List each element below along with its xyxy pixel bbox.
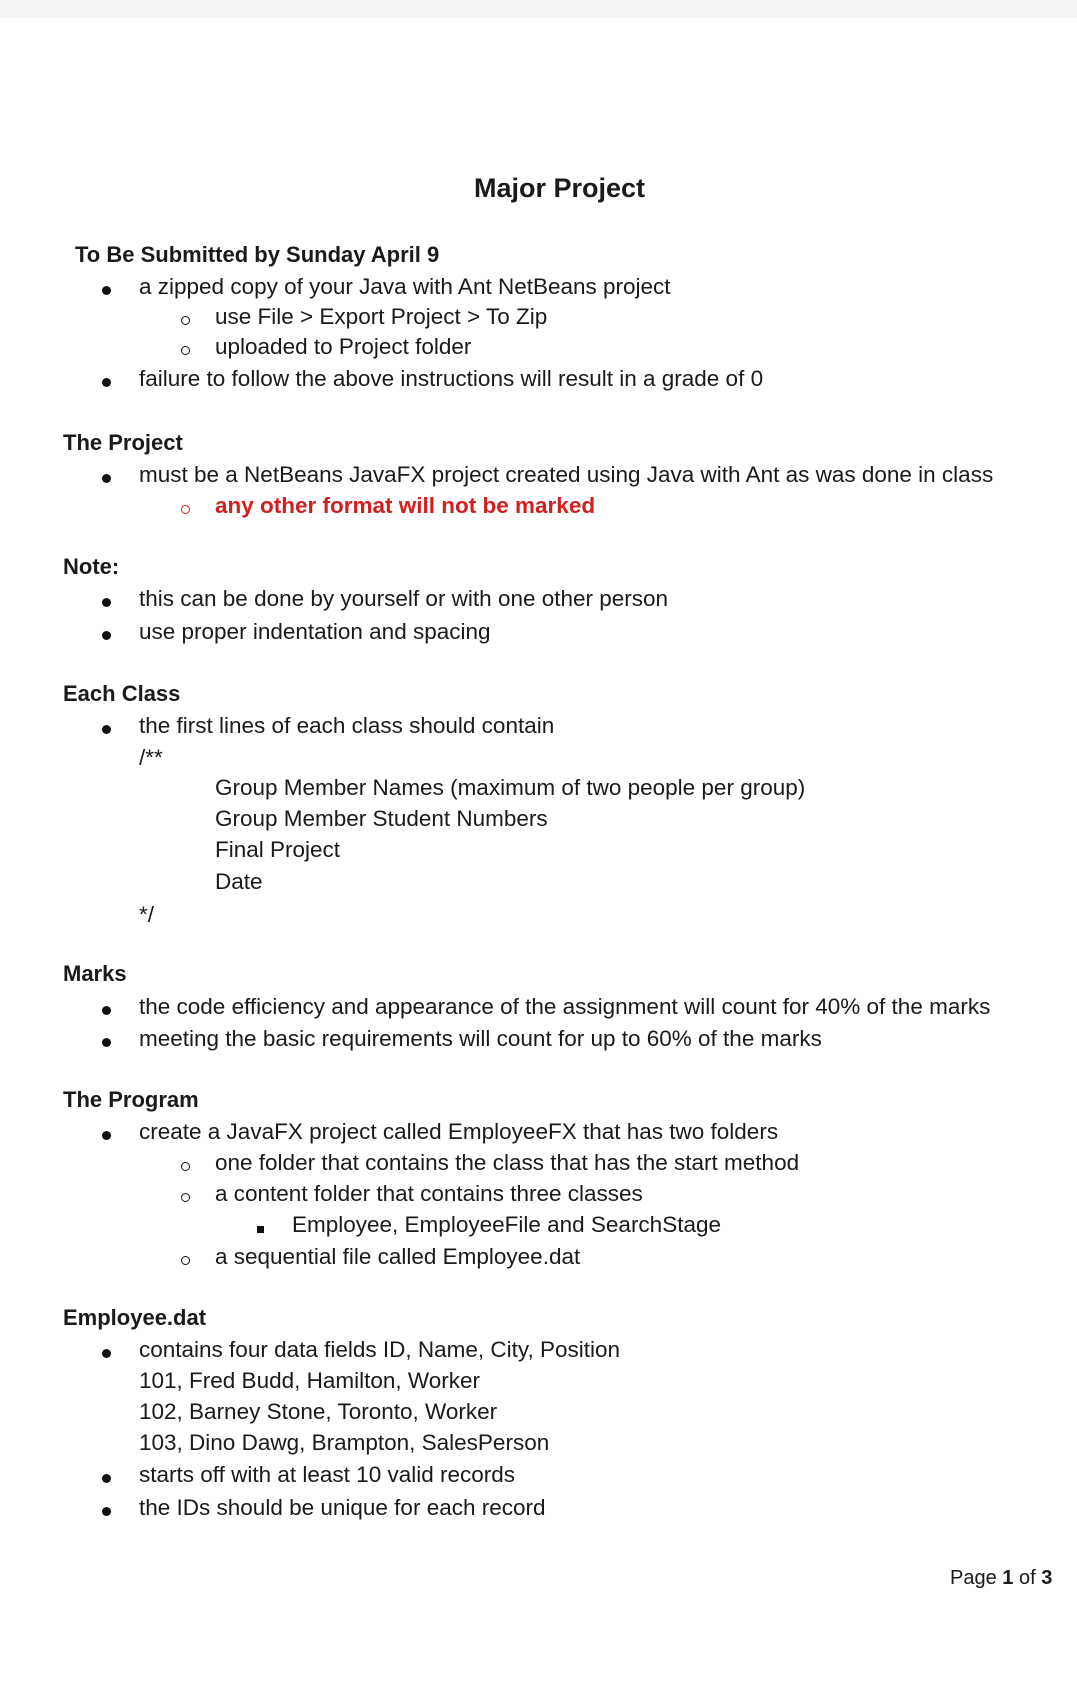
bullet-icon	[102, 1006, 111, 1015]
list-item: use proper indentation and spacing	[139, 619, 491, 644]
comment-line: Group Member Names (maximum of two people per group)	[215, 775, 806, 800]
list-item: meeting the basic requirements will count for up to 60% of the marks	[139, 1026, 822, 1051]
heading-submission: To Be Submitted by Sunday April 9	[75, 242, 440, 267]
bullet-icon	[102, 1131, 111, 1140]
list-item: failure to follow the above instructions will result in a grade of 0	[139, 366, 764, 391]
of-word: of	[1018, 1567, 1036, 1589]
warning-text: any other format will not be marked	[215, 493, 596, 518]
circle-bullet-icon	[181, 1162, 190, 1171]
heading-the-program: The Program	[63, 1087, 199, 1112]
heading-marks: Marks	[63, 961, 127, 986]
list-item: a content folder that contains three classes	[215, 1181, 643, 1206]
bullet-icon	[102, 1474, 111, 1483]
comment-open: /**	[139, 745, 163, 770]
total-pages: 3	[1041, 1567, 1053, 1589]
circle-bullet-icon	[181, 346, 190, 355]
bullet-icon	[102, 1349, 111, 1358]
list-item: a zipped copy of your Java with Ant NetBeans project	[139, 274, 671, 299]
bullet-icon	[102, 378, 111, 387]
page-title: Major Project	[474, 173, 646, 203]
comment-close: */	[139, 902, 155, 927]
page-word: Page	[950, 1567, 997, 1589]
list-item: create a JavaFX project called EmployeeFX that has two folders	[139, 1119, 779, 1144]
circle-bullet-icon	[181, 316, 190, 325]
record-line: 101, Fred Budd, Hamilton, Worker	[139, 1368, 480, 1393]
circle-bullet-icon	[181, 1193, 190, 1202]
list-item: use File > Export Project > To Zip	[215, 304, 548, 329]
list-item: must be a NetBeans JavaFX project created using Java with Ant as was done in class	[139, 462, 994, 487]
record-line: 103, Dino Dawg, Brampton, SalesPerson	[139, 1430, 550, 1455]
comment-line: Group Member Student Numbers	[215, 806, 548, 831]
list-item: uploaded to Project folder	[215, 334, 472, 359]
square-bullet-icon	[257, 1226, 264, 1233]
record-line: 102, Barney Stone, Toronto, Worker	[139, 1399, 498, 1424]
comment-line: Final Project	[215, 837, 341, 862]
bullet-icon	[102, 1507, 111, 1516]
list-item: starts off with at least 10 valid records	[139, 1462, 516, 1487]
current-page: 1	[1002, 1567, 1014, 1589]
list-item: the first lines of each class should contain	[139, 713, 555, 738]
heading-note: Note:	[63, 554, 120, 579]
list-item: contains four data fields ID, Name, City, Position	[139, 1337, 621, 1362]
list-item: Employee, EmployeeFile and SearchStage	[292, 1212, 721, 1237]
bullet-icon	[102, 598, 111, 607]
list-item: the IDs should be unique for each record	[139, 1495, 546, 1520]
list-item: one folder that contains the class that has the start method	[215, 1150, 800, 1175]
bullet-icon	[102, 631, 111, 640]
list-item: a sequential file called Employee.dat	[215, 1244, 581, 1269]
circle-bullet-icon	[181, 1256, 190, 1265]
heading-each-class: Each Class	[63, 681, 181, 706]
bullet-icon	[102, 474, 111, 483]
comment-line: Date	[215, 869, 263, 894]
list-item: this can be done by yourself or with one other person	[139, 586, 669, 611]
page-number	[950, 1567, 1052, 1590]
circle-bullet-icon	[181, 505, 190, 514]
bullet-icon	[102, 1038, 111, 1047]
document-page	[0, 18, 1077, 1689]
bullet-icon	[102, 286, 111, 295]
list-item: the code efficiency and appearance of the assignment will count for 40% of the marks	[139, 994, 991, 1019]
bullet-icon	[102, 725, 111, 734]
heading-the-project: The Project	[63, 430, 183, 455]
heading-employee-dat: Employee.dat	[63, 1305, 207, 1330]
